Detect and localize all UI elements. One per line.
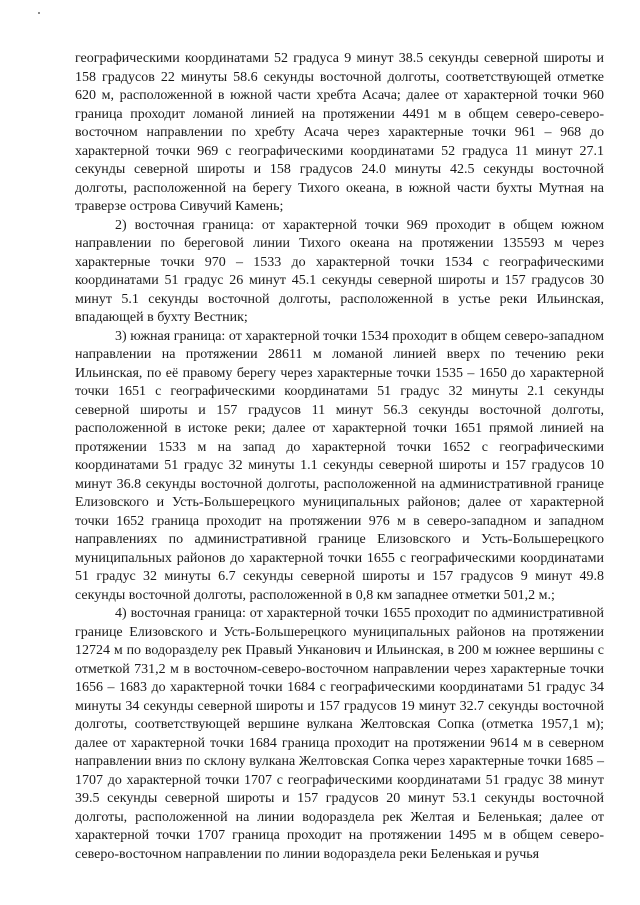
- paragraph-south-boundary: 3) южная граница: от характерной точки 1534 проходит в общем северо-западном направлении на протяжении 28611 м ломаной линией вверх по течению реки Ильинская, по её правому берегу через характерные точки 1535 – 1650 до характерной точки 1651 с географическими координатами 51 градус 32 минуты 2.1 секунды северной широты и 157 градусов 11 минут 56.3 секунды восточной долготы, расположенной в истоке реки; далее от характерной точки 1651 прямой линией на протяжении 1533 м на запад до характерной точки 1652 с географическими координатами 51 градус 32 минуты 1.1 секунды северной широты и 157 градусов 10 минут 36.8 секунды восточной долготы, расположенной на административной границе Елизовского и Усть-Большерецкого муниципальных районов; далее от характерной точки 1652 граница проходит на протяжении 976 м в северо-западном и западном направлениях по административной границе Елизовского и Усть-Большерецкого муниципальных районов до характерной точки 1655 с географическими координатами 51 градус 32 минуты 6.7 секунды северной широты и 157 градусов 9 минут 49.8 секунды восточной долготы, расположенной в 0,8 км западнее отметки 501,2 м.;: [75, 328, 604, 603]
- paragraph-continuation: географическими координатами 52 градуса 9 минут 38.5 секунды северной широты и 158 градусов 22 минуты 58.6 секунды восточной долготы, соответствующей отметке 620 м, расположенной в южной части хребта Асача; далее от характерной точки 960 граница проходит ломаной линией на протяжении 4491 м в общем северо-северо-восточном направлении по хребту Асача через характерные точки 961 – 968 до характерной точки 969 с географическими координатами 52 градуса 11 минут 27.1 секунды северной широты и 158 градусов 24.0 минуты 42.5 секунды восточной долготы, расположенной на берегу Тихого океана, в южной части бухты Мутная на траверзе острова Сивучий Камень;: [75, 51, 604, 214]
- paragraph-east-boundary-2: 4) восточная граница: от характерной точки 1655 проходит по административной границе Елизовского и Усть-Большерецкого муниципальных районов на протяжении 12724 м по водоразделу рек Правый Унканович и Ильинская, в 200 м южнее вершины с отметкой 731,2 м в восточном-северо-восточном направлении через характерные точки 1656 – 1683 до характерной точки 1684 с географическими координатами 51 градус 34 минуты 34 секунды северной широты и 157 градусов 19 минут 32.7 секунды восточной долготы, соответствующей вершине вулкана Желтовская Сопка (отметка 1957,1 м); далее от характерной точки 1684 граница проходит на протяжении 9614 м в северном направлении вниз по склону вулкана Желтовская Сопка через характерные точки 1685 – 1707 до характерной точки 1707 с географическими координатами 51 градус 38 минут 39.5 секунды северной широты и 157 градусов 20 минут 53.1 секунды восточной долготы, расположенной на линии водораздела рек Желтая и Беленькая; далее от характерной точки 1707 граница проходит на протяжении 1495 м в общем северо-северо-восточном направлении по линии водораздела реки Беленькая и ручья: [75, 606, 604, 862]
- paragraph-east-boundary: 2) восточная граница: от характерной точки 969 проходит в общем южном направлении по береговой линии Тихого океана на протяжении 135593 м через характерные точки 970 – 1533 до характерной точки 1534 с географическими координатами 51 градус 26 минут 45.1 секунды северной широты и 157 градусов 30 минут 5.1 секунды восточной долготы, расположенной в устье реки Ильинская, впадающей в бухту Вестник;: [75, 217, 604, 325]
- scan-speck: [38, 12, 40, 14]
- document-body: [75, 50, 604, 864]
